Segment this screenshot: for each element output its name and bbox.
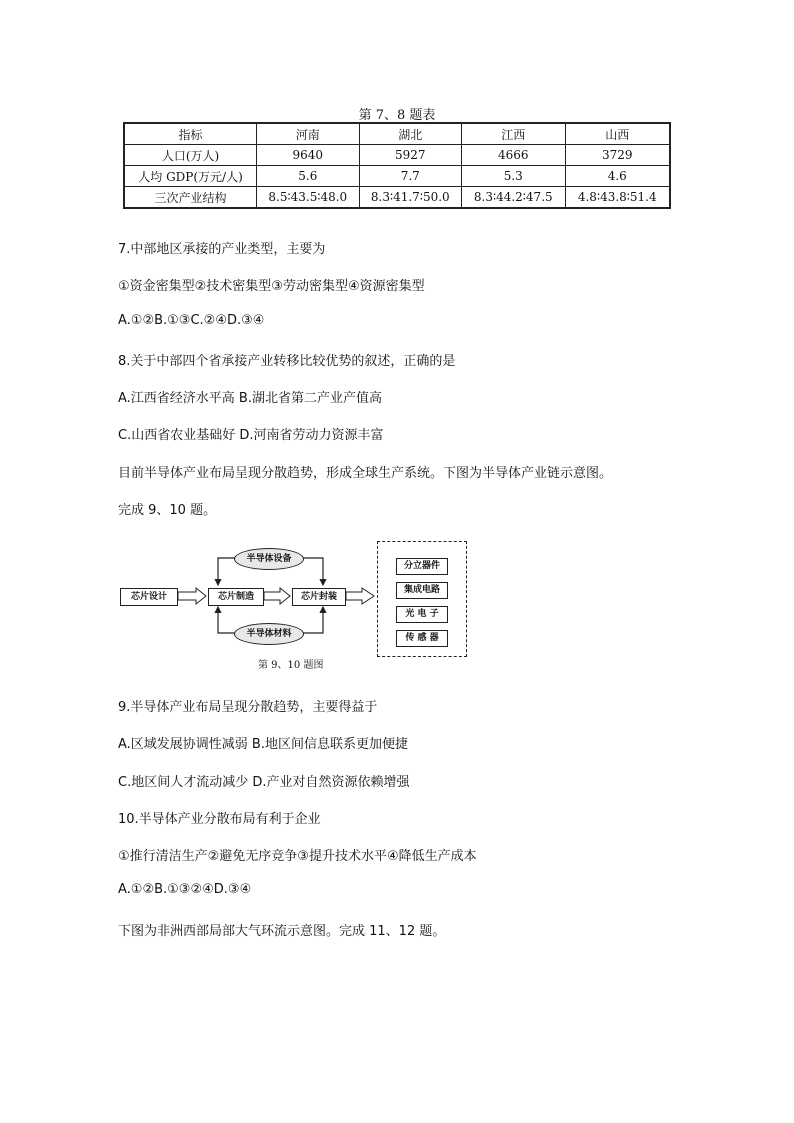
table-cell: 5.3 <box>462 166 565 187</box>
table-cell: 5.6 <box>257 166 359 187</box>
intro-9-10-line2: 完成 9、10 题。 <box>118 503 217 518</box>
table-cell: 三次产业结构 <box>124 187 257 209</box>
table-cell: 3729 <box>565 145 670 166</box>
header-cell: 江西 <box>462 123 565 145</box>
table-cell: 4.6 <box>565 166 670 187</box>
question-10-options: A.①②B.①③②④D.③④ <box>118 882 252 897</box>
table-row <box>124 187 670 209</box>
table-row <box>124 145 670 166</box>
question-10-items: ①推行清洁生产②避免无序竞争③提升技术水平④降低生产成本 <box>118 849 477 864</box>
table-cell: 8.3∶44.2∶47.5 <box>462 187 565 209</box>
question-8-stem: 8.关于中部四个省承接产业转移比较优势的叙述，正确的是 <box>118 354 456 369</box>
header-cell: 山西 <box>565 123 670 145</box>
chip-packaging-box: 芯片封装 <box>292 588 346 606</box>
province-data-table <box>123 122 671 209</box>
table-cell: 5927 <box>359 145 461 166</box>
table-cell: 9640 <box>257 145 359 166</box>
table-cell: 8.5∶43.5∶48.0 <box>257 187 359 209</box>
question-9-options-ab: A.区域发展协调性减弱 B.地区间信息联系更加便捷 <box>118 737 408 752</box>
question-7-stem: 7.中部地区承接的产业类型，主要为 <box>118 242 326 257</box>
question-8-options-cd: C.山西省农业基础好 D.河南省劳动力资源丰富 <box>118 428 384 443</box>
intro-9-10-line1: 目前半导体产业布局呈现分散趋势，形成全球生产系统。下图为半导体产业链示意图。 <box>118 466 613 481</box>
question-9-options-cd: C.地区间人才流动减少 D.产业对自然资源依赖增强 <box>118 775 410 790</box>
output-discrete-devices: 分立器件 <box>396 558 448 575</box>
table-cell: 4.8∶43.8∶51.4 <box>565 187 670 209</box>
question-9-stem: 9.半导体产业布局呈现分散趋势，主要得益于 <box>118 700 378 715</box>
table-cell: 7.7 <box>359 166 461 187</box>
header-cell: 河南 <box>257 123 359 145</box>
output-integrated-circuits: 集成电路 <box>396 582 448 599</box>
figure-caption: 第 9、10 题图 <box>258 660 324 671</box>
output-optoelectronics: 光 电 子 <box>396 606 448 623</box>
chip-design-box: 芯片设计 <box>120 588 178 606</box>
table-caption: 第 7、8 题表 <box>358 108 436 123</box>
header-cell: 指标 <box>124 123 257 145</box>
header-cell: 湖北 <box>359 123 461 145</box>
table-cell: 人口(万人) <box>124 145 257 166</box>
equipment-ellipse: 半导体设备 <box>234 548 304 570</box>
product-output-group <box>377 541 467 657</box>
output-sensors: 传 感 器 <box>396 630 448 647</box>
table-cell: 人均 GDP(万元/人) <box>124 166 257 187</box>
question-7-options: A.①②B.①③C.②④D.③④ <box>118 313 265 328</box>
materials-ellipse: 半导体材料 <box>234 623 304 645</box>
question-8-options-ab: A.江西省经济水平高 B.湖北省第二产业产值高 <box>118 391 382 406</box>
question-7-items: ①资金密集型②技术密集型③劳动密集型④资源密集型 <box>118 279 425 294</box>
table-row <box>124 166 670 187</box>
intro-11-12: 下图为非洲西部局部大气环流示意图。完成 11、12 题。 <box>118 924 446 939</box>
chip-manufacturing-box: 芯片制造 <box>208 588 264 606</box>
question-10-stem: 10.半导体产业分散布局有利于企业 <box>118 812 321 827</box>
table-cell: 4666 <box>462 145 565 166</box>
table-header-row <box>124 123 670 145</box>
table-cell: 8.3∶41.7∶50.0 <box>359 187 461 209</box>
